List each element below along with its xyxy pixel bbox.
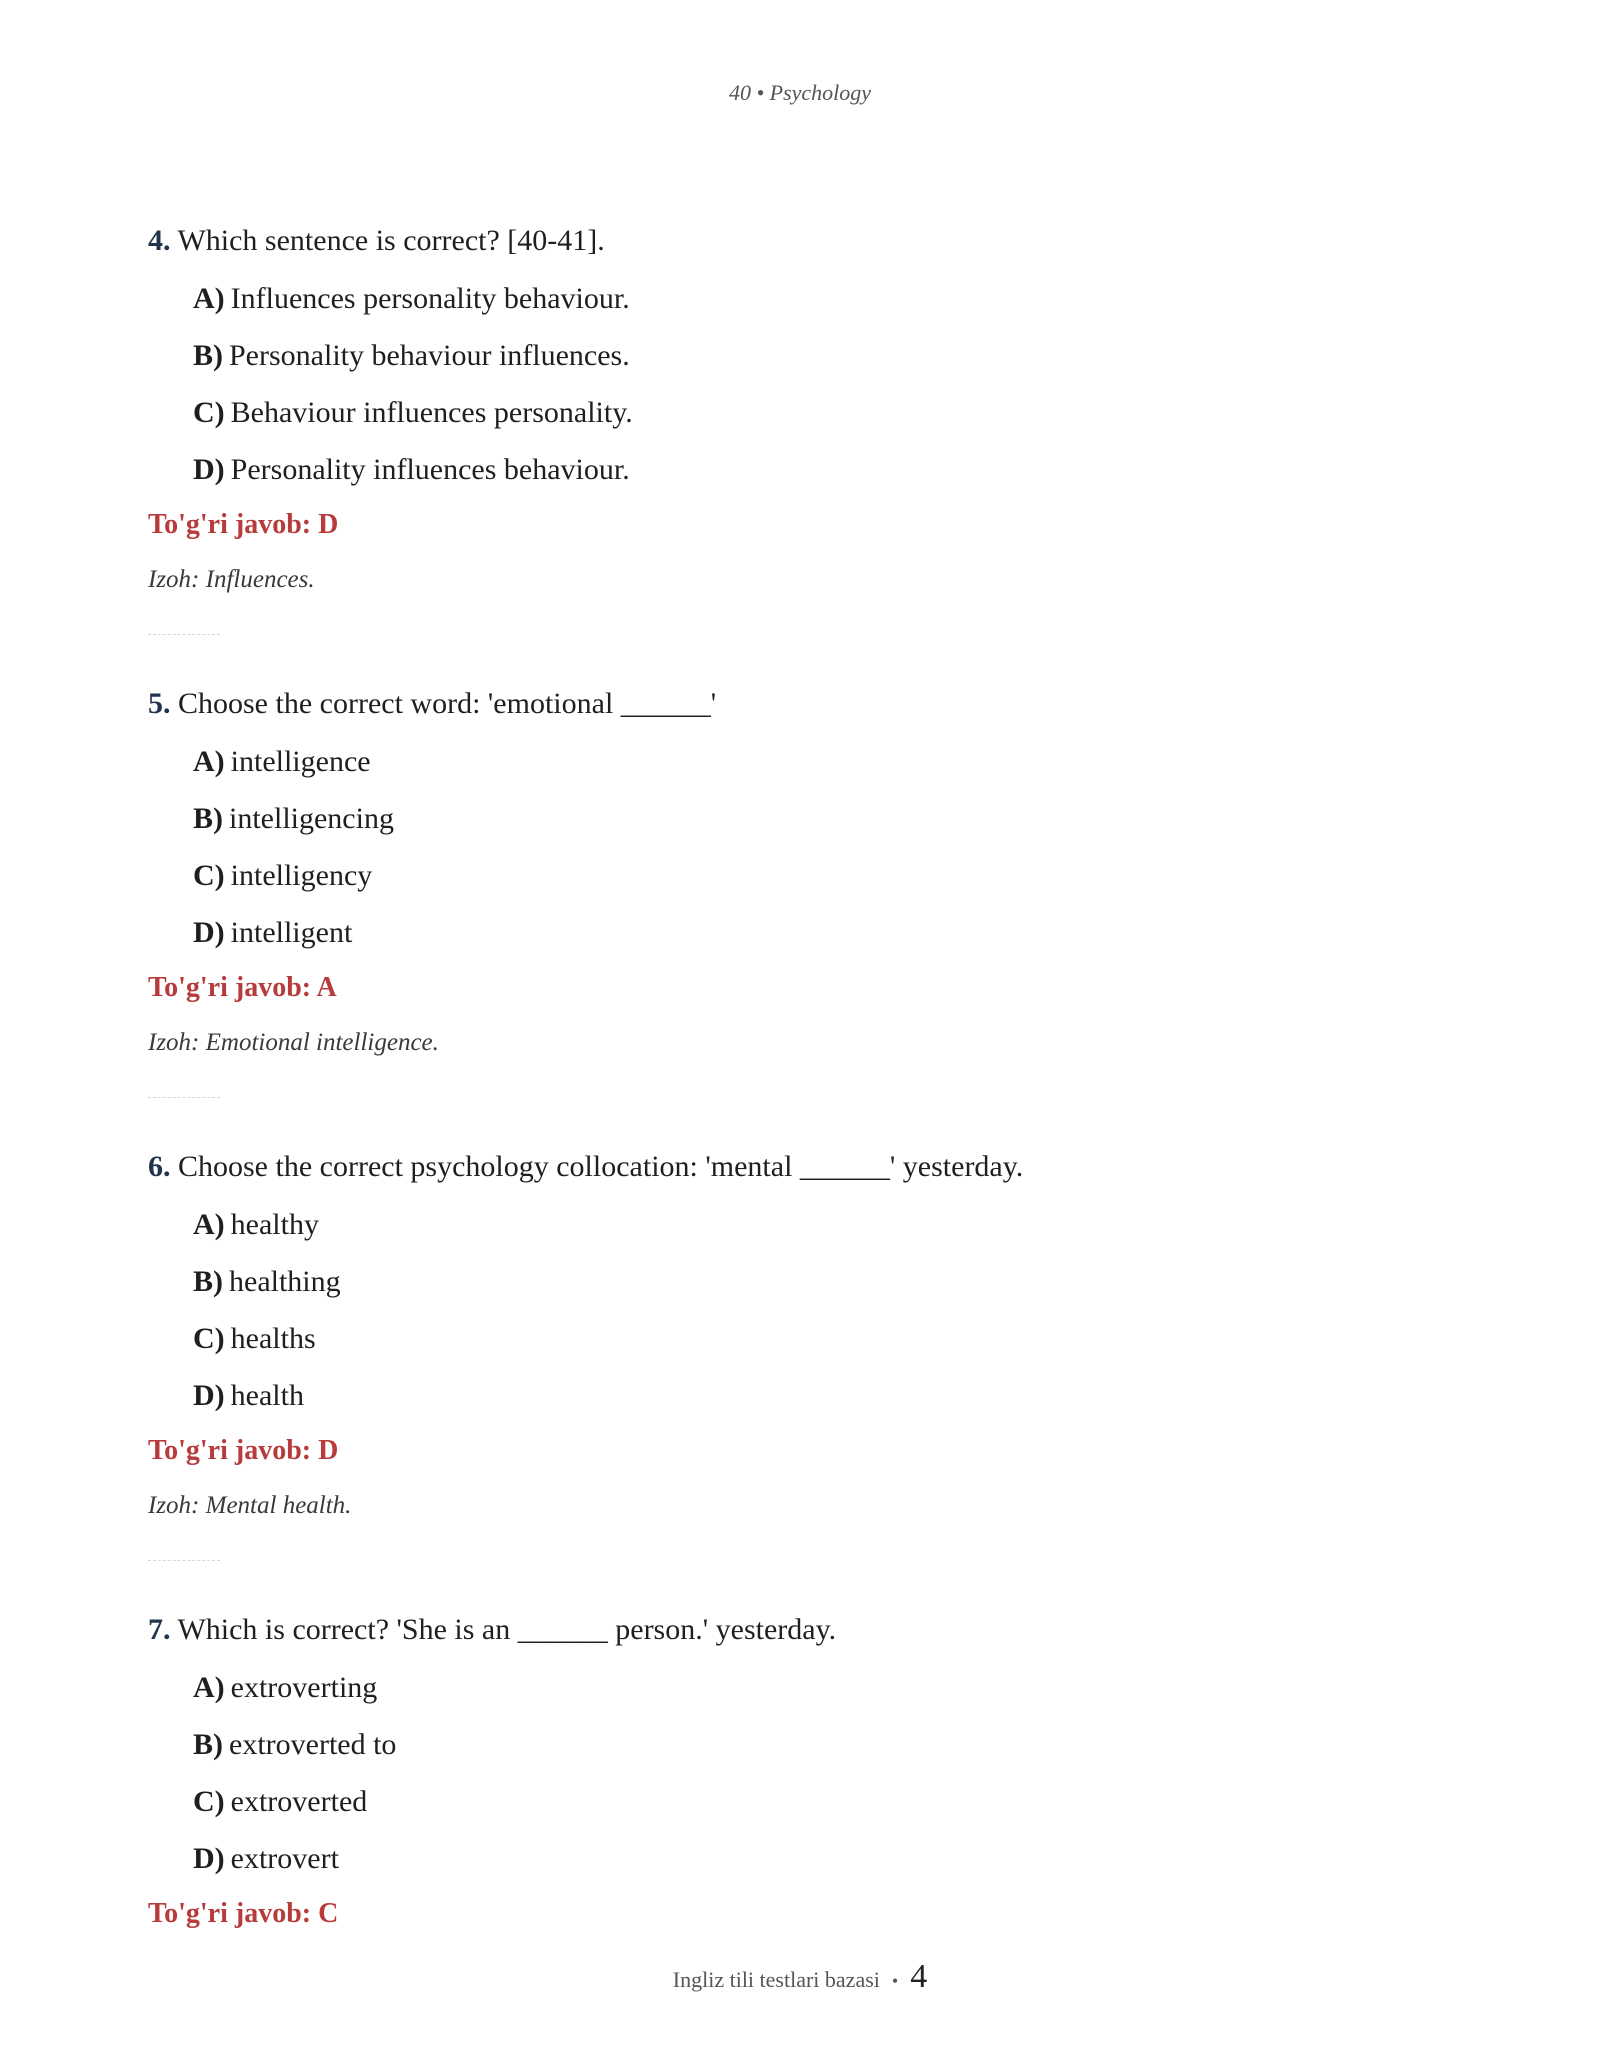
option-text: intelligencing [229,802,394,835]
option-d [193,910,1468,956]
question-prompt: Choose the correct psychology collocation: 'mental ______' yesterday. [178,1150,1024,1183]
option-text: extroverted [230,1785,368,1818]
option-letter: B) [193,1728,223,1761]
explanation: Izoh: Emotional intelligence. [148,1029,439,1056]
question-prompt: Which sentence is correct? [40-41]. [177,224,605,257]
question-number: 5. [148,687,171,720]
option-text: healths [230,1322,316,1355]
option-d [193,447,1468,493]
option-a [193,1665,1468,1711]
option-d [193,1836,1468,1882]
option-text: Personality behaviour influences. [229,339,630,372]
question-separator [148,1097,220,1098]
question-item [148,218,1468,635]
option-letter: C) [193,1785,225,1818]
option-text: Personality influences behaviour. [230,453,630,486]
option-b [193,333,1468,379]
option-letter: D) [193,916,225,949]
question-prompt: Which is correct? 'She is an ______ person.' yesterday. [177,1613,837,1646]
option-text: extroverted to [229,1728,397,1761]
option-letter: B) [193,802,223,835]
question-separator [148,1560,220,1561]
option-text: healthing [229,1265,341,1298]
option-text: intelligent [230,916,353,949]
option-text: Influences personality behaviour. [230,282,630,315]
question-text [148,681,1468,727]
option-text: healthy [230,1208,319,1241]
option-letter: D) [193,453,225,486]
options-list [193,1202,1468,1419]
question-text [148,218,1468,264]
options-list [193,739,1468,956]
footer-separator: • [891,1971,899,1991]
footer-label: Ingliz tili testlari bazasi [672,1967,880,1992]
option-c [193,390,1468,436]
explanation: Izoh: Influences. [148,566,315,593]
question-number: 4. [148,224,171,257]
question-item [148,1607,1468,1935]
questions-list [148,218,1468,1949]
option-text: extroverting [230,1671,378,1704]
option-d [193,1373,1468,1419]
question-item [148,1144,1468,1561]
option-a [193,1202,1468,1248]
option-text: extrovert [230,1842,339,1875]
option-b [193,1259,1468,1305]
option-letter: B) [193,339,223,372]
option-letter: A) [193,1671,225,1704]
option-text: health [230,1379,304,1412]
option-a [193,739,1468,785]
question-item [148,681,1468,1098]
page-footer [0,1958,1600,1996]
option-letter: B) [193,1265,223,1298]
question-number: 7. [148,1613,171,1646]
question-separator [148,634,220,635]
options-list [193,1665,1468,1882]
correct-answer: To'g'ri javob: D [148,1435,339,1466]
option-c [193,1779,1468,1825]
page-number: 4 [910,1958,928,1995]
correct-answer: To'g'ri javob: A [148,972,337,1003]
option-letter: A) [193,745,225,778]
question-text [148,1607,1468,1653]
running-head: 40 • Psychology [728,80,872,105]
option-c [193,853,1468,899]
options-list [193,276,1468,493]
option-letter: A) [193,1208,225,1241]
option-b [193,796,1468,842]
question-text [148,1144,1468,1190]
option-a [193,276,1468,322]
option-c [193,1316,1468,1362]
correct-answer: To'g'ri javob: C [148,1898,339,1929]
option-letter: C) [193,859,225,892]
option-letter: C) [193,396,225,429]
option-b [193,1722,1468,1768]
correct-answer: To'g'ri javob: D [148,509,339,540]
explanation: Izoh: Mental health. [148,1492,352,1519]
option-text: intelligency [230,859,373,892]
option-letter: D) [193,1379,225,1412]
option-letter: C) [193,1322,225,1355]
question-number: 6. [148,1150,171,1183]
question-prompt: Choose the correct word: 'emotional ______' [178,687,717,720]
option-text: intelligence [230,745,371,778]
option-letter: A) [193,282,225,315]
option-letter: D) [193,1842,225,1875]
option-text: Behaviour influences personality. [230,396,633,429]
